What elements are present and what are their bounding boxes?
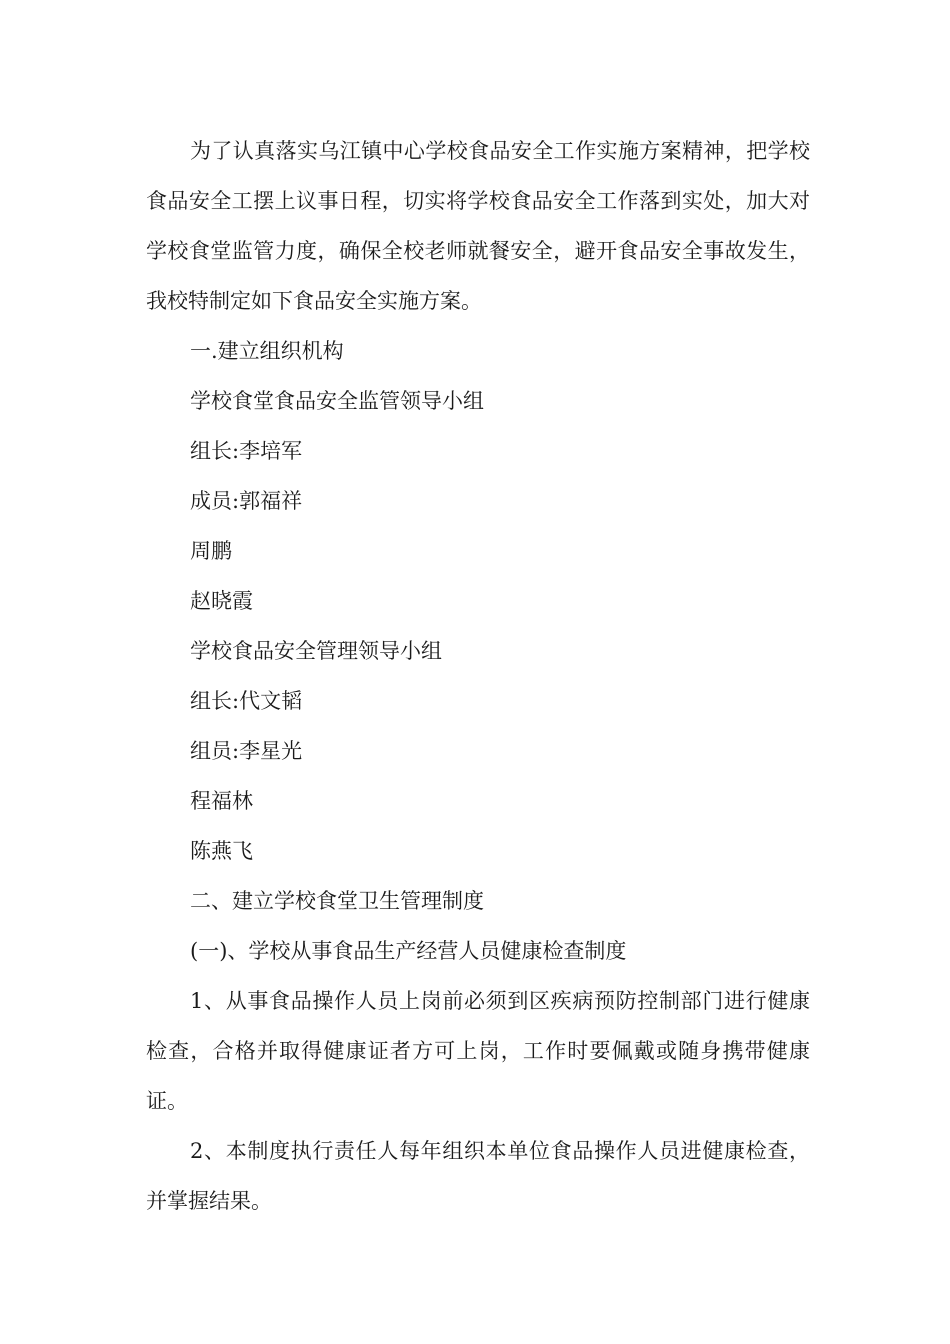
group-title-canteen-supervision: 学校食堂食品安全监管领导小组 (190, 389, 484, 413)
group1-member: 周鹏 (190, 539, 232, 563)
group-title-food-safety-management: 学校食品安全管理领导小组 (190, 639, 442, 663)
section-heading-organization: 一.建立组织机构 (190, 339, 344, 363)
group2-member: 组员:李星光 (190, 739, 303, 763)
group1-member: 成员:郭福祥 (190, 489, 303, 513)
item-paragraph-2: 2、本制度执行责任人每年组织本单位食品操作人员进健康检查，并掌握结果。 (146, 1139, 810, 1213)
group2-member: 程福林 (190, 789, 253, 813)
group2-leader: 组长:代文韬 (190, 689, 303, 713)
group2-member: 陈燕飞 (190, 839, 253, 863)
intro-paragraph: 为了认真落实乌江镇中心学校食品安全工作实施方案精神，把学校食品安全工摆上议事日程，切实将学校食品安全工作落到实处，加大对学校食堂监管力度，确保全校老师就餐安全，避开食品安全事故发生，我校特制定如下食品安全实施方案。 (146, 139, 810, 313)
item-paragraph-1: 1、从事食品操作人员上岗前必须到区疾病预防控制部门进行健康检查，合格并取得健康证者方可上岗，工作时要佩戴或随身携带健康证。 (146, 989, 810, 1113)
group1-member: 赵晓霞 (190, 589, 253, 613)
section-heading-hygiene-system: 二、建立学校食堂卫生管理制度 (190, 889, 484, 913)
subsection-heading-health-check: (一)、学校从事食品生产经营人员健康检查制度 (190, 939, 627, 963)
group1-leader: 组长:李培军 (190, 439, 303, 463)
document-body (146, 126, 810, 1226)
